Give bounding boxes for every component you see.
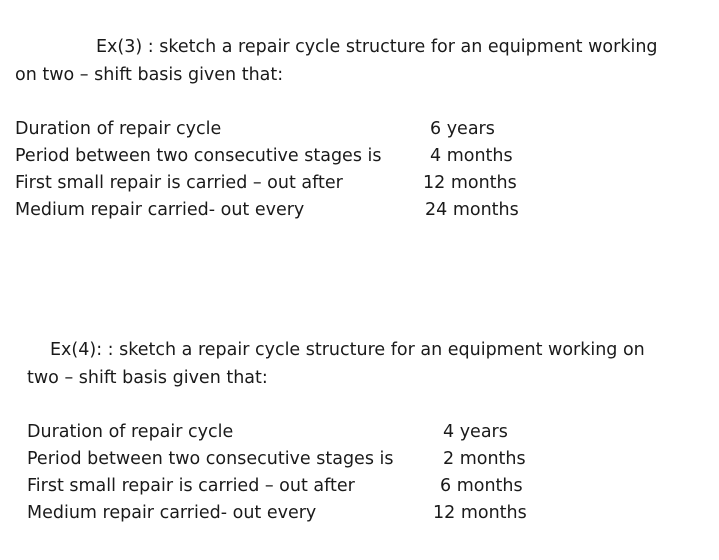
- exercise-3-heading-continued: on two – shift basis given that:: [15, 65, 284, 85]
- given-value: 6 months: [440, 476, 523, 496]
- given-label: Period between two consecutive stages is: [27, 449, 394, 469]
- given-label: First small repair is carried – out after: [27, 476, 355, 496]
- given-value: 4 years: [443, 422, 508, 442]
- given-row: [27, 419, 717, 446]
- given-value: 6 years: [430, 119, 495, 139]
- given-label: Medium repair carried- out every: [27, 503, 317, 523]
- given-value: 24 months: [425, 200, 519, 220]
- given-label: Duration of repair cycle: [27, 422, 234, 442]
- exercise-3-heading: Ex(3) : sketch a repair cycle structure for an equipment working: [96, 37, 658, 57]
- given-value: 4 months: [430, 146, 513, 166]
- given-value: 12 months: [433, 503, 527, 523]
- given-label: First small repair is carried – out after: [15, 173, 343, 193]
- exercise-4-heading: Ex(4): : sketch a repair cycle structure for an equipment working on: [50, 340, 645, 360]
- given-label: Medium repair carried- out every: [15, 200, 305, 220]
- given-value: 12 months: [423, 173, 517, 193]
- given-label: Duration of repair cycle: [15, 119, 222, 139]
- exercise-4-heading-continued: two – shift basis given that:: [27, 368, 268, 388]
- given-row: [27, 473, 717, 500]
- given-value: 2 months: [443, 449, 526, 469]
- given-row: [27, 500, 717, 527]
- given-row: [27, 446, 717, 473]
- given-label: Period between two consecutive stages is: [15, 146, 382, 166]
